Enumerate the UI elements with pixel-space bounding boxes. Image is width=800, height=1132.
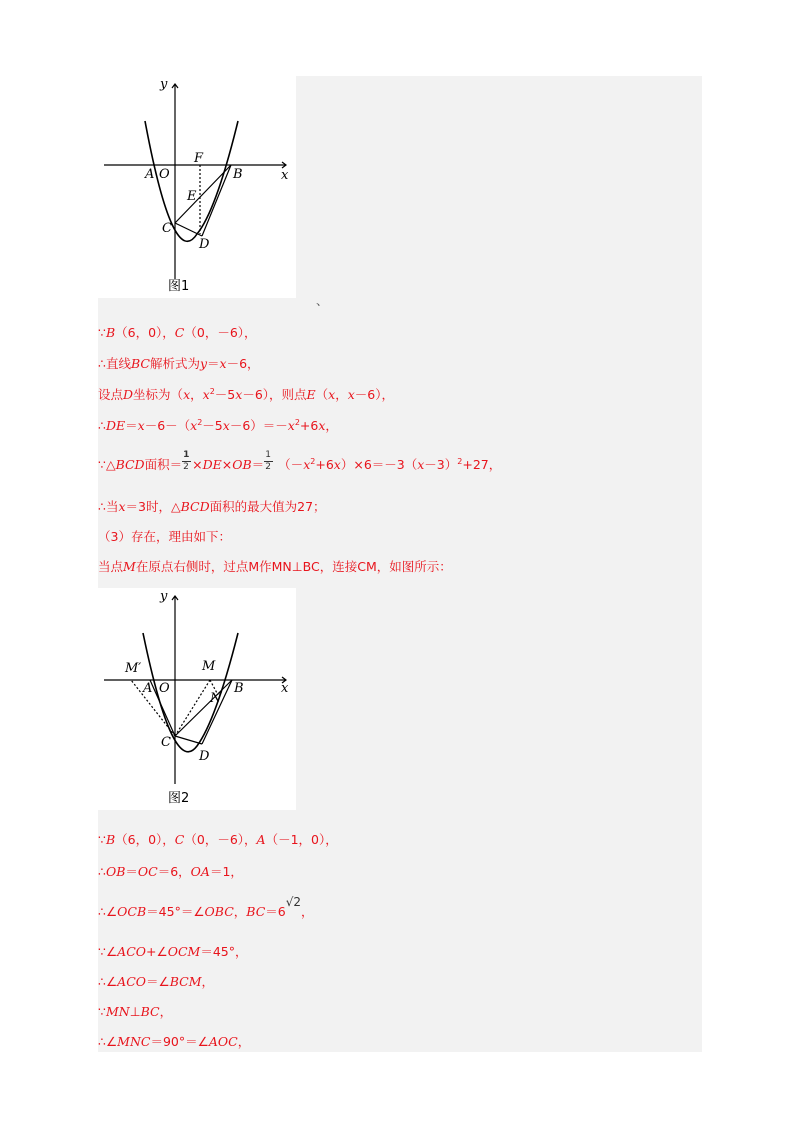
label-b: B xyxy=(234,681,244,696)
label-d: D xyxy=(199,749,210,764)
figure-1-svg xyxy=(98,76,296,298)
label-m: M xyxy=(202,659,216,674)
label-e: E xyxy=(187,189,197,204)
line-2: ∴直线BC解析式为y＝x－6， xyxy=(98,356,260,371)
figure-2 xyxy=(98,588,296,810)
label-d: D xyxy=(199,237,210,252)
label-a: A xyxy=(145,167,155,182)
line-9: ∵B（6，0），C（0，－6），A（－1，0）， xyxy=(98,832,338,847)
line-7: （3）存在，理由如下： xyxy=(98,529,231,544)
line-1: ∵B（6，0），C（0，－6）， xyxy=(98,325,257,340)
label-o: O xyxy=(159,681,170,696)
line-10: ∴OB＝OC＝6，OA＝1， xyxy=(98,864,243,879)
label-f: F xyxy=(194,151,204,166)
figure-2-svg xyxy=(98,588,296,810)
line-bc xyxy=(175,165,231,223)
label-y: y xyxy=(160,589,168,604)
line-5: ∵△BCD面积＝ $\frac{1}{2}$ ×DE×OB＝ $\frac{1}{2}$ $(-x^2+6x)\times 6=-3(x-3)^2+27$， xyxy=(98,449,502,472)
line-cd xyxy=(175,223,202,236)
line-13: ∴∠ACO＝∠BCM， xyxy=(98,974,215,989)
fraction-half-2: $\frac{1}{2}$ xyxy=(264,460,274,472)
line-6: ∴当x＝3时，△BCD面积的最大值为27； xyxy=(98,499,326,514)
line-bc xyxy=(175,680,232,736)
sqrt-2: √2 xyxy=(285,895,302,909)
line-3: 设点D坐标为（x，$x^2-5x-6$），则点E（x，x－6）， xyxy=(98,386,394,402)
line-cd xyxy=(175,736,202,744)
label-m-prime: M′ xyxy=(125,661,142,676)
label-b: B xyxy=(233,167,243,182)
line-12: ∵∠ACO+∠OCM＝45°， xyxy=(98,944,248,959)
line-11: ∴∠OCB＝45°＝∠OBC，BC＝6√2， xyxy=(98,895,314,919)
label-x: x xyxy=(281,681,289,696)
line-cm-dashed xyxy=(175,680,210,736)
figure-2-caption: 图2 xyxy=(168,791,190,806)
label-c: C xyxy=(162,221,172,236)
stray-mark: 、 xyxy=(316,294,329,308)
parabola xyxy=(143,633,238,752)
label-n: N xyxy=(210,691,222,706)
figure-1 xyxy=(98,76,296,298)
label-a: A xyxy=(143,681,153,696)
label-c: C xyxy=(161,735,171,750)
label-x: x xyxy=(281,168,289,183)
label-y: y xyxy=(160,77,168,92)
line-bd xyxy=(202,165,231,236)
line-4: $\therefore DE=x-6-(x^2-5x-6)=-x^2+6x$， xyxy=(98,417,338,433)
label-o: O xyxy=(159,167,170,182)
fraction-half-1: $\frac{1}{2}$ xyxy=(183,449,190,472)
line-8: 当点M在原点右侧时，过点M作MN⊥BC，连接CM，如图所示： xyxy=(98,559,452,574)
line-bd xyxy=(202,680,232,744)
line-14: ∵MN⊥BC， xyxy=(98,1004,173,1019)
line-15: ∴∠MNC＝90°＝∠AOC， xyxy=(98,1034,251,1049)
figure-1-caption: 图1 xyxy=(168,279,190,294)
